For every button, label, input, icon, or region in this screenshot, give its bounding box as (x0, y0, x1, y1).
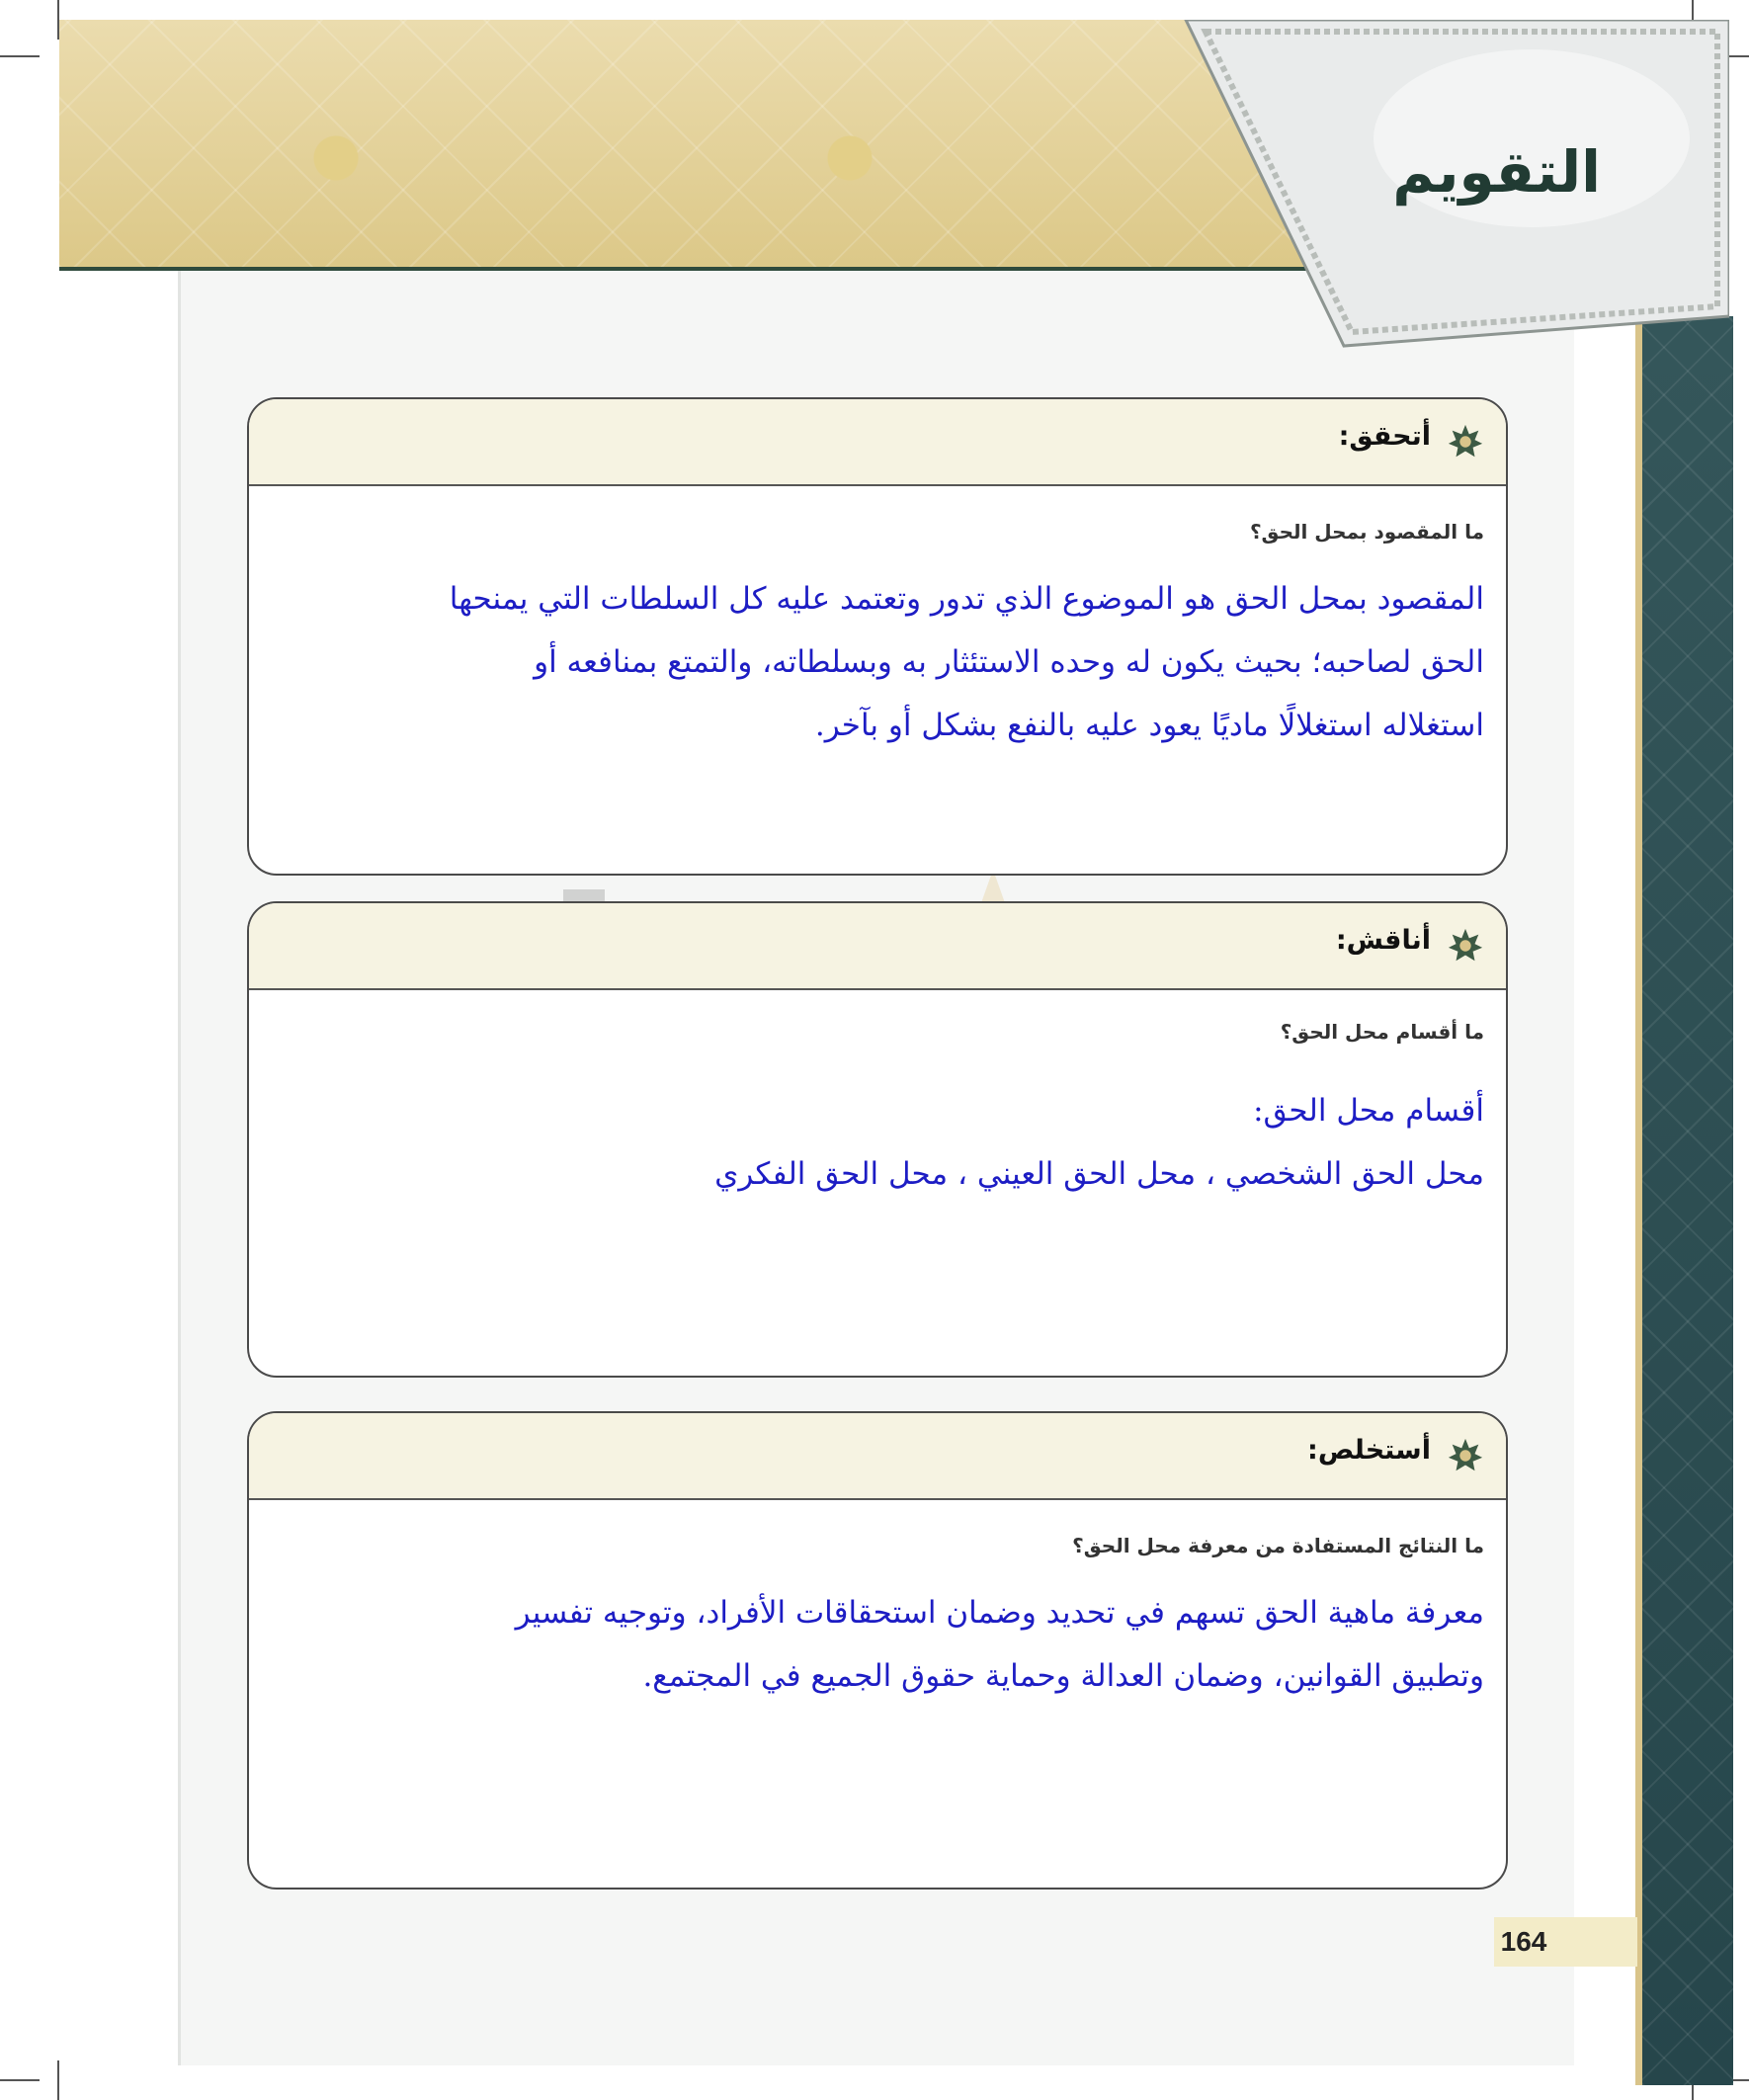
section-title: أستخلص: (1307, 1435, 1431, 1466)
question-text: ما أقسام محل الحق؟ (1280, 1020, 1484, 1044)
section-header (249, 903, 1506, 990)
star-ornament-icon (1447, 927, 1484, 965)
section-title: أناقش: (1335, 925, 1431, 956)
section-header (249, 399, 1506, 486)
question-text: ما النتائج المستفادة من معرفة محل الحق؟ (1072, 1534, 1484, 1557)
question-text: ما المقصود بمحل الحق؟ (1249, 520, 1484, 544)
section-title: أتحقق: (1338, 421, 1431, 452)
answer-text: أقسام محل الحق: محل الحق الشخصي ، محل الحق العيني ، محل الحق الفكري (714, 1093, 1484, 1192)
section-card-conclude (247, 1411, 1508, 1890)
header-band (59, 20, 1334, 271)
crop-mark (0, 55, 40, 57)
side-strip-edge (1635, 316, 1642, 2085)
star-ornament-icon (1447, 423, 1484, 461)
section-card-verify (247, 397, 1508, 876)
side-pattern-strip (1642, 316, 1733, 2085)
crop-mark (0, 2079, 40, 2081)
star-ornament-icon (1447, 1437, 1484, 1474)
section-card-discuss (247, 901, 1508, 1378)
page-number: 164 (1500, 1926, 1547, 1957)
page-title: التقويم (1392, 138, 1601, 206)
answer-text: المقصود بمحل الحق هو الموضوع الذي تدور وتعتمد عليه كل السلطات التي يمنحها الحق لصاحبه؛ بحيث يكون له وحده الاستئثار به وبسلطاته، والتمتع بمنافعه أو استغلاله استغلالًا ماديًا يعود عليه بالنفع بشكل أو بآخر. (449, 581, 1484, 743)
answer-text: معرفة ماهية الحق تسهم في تحديد وضمان استحقاقات الأفراد، وتوجيه تفسير وتطبيق القوانين، وضمان العدالة وحماية حقوق الجميع في المجتمع. (515, 1595, 1484, 1694)
section-header (249, 1413, 1506, 1500)
